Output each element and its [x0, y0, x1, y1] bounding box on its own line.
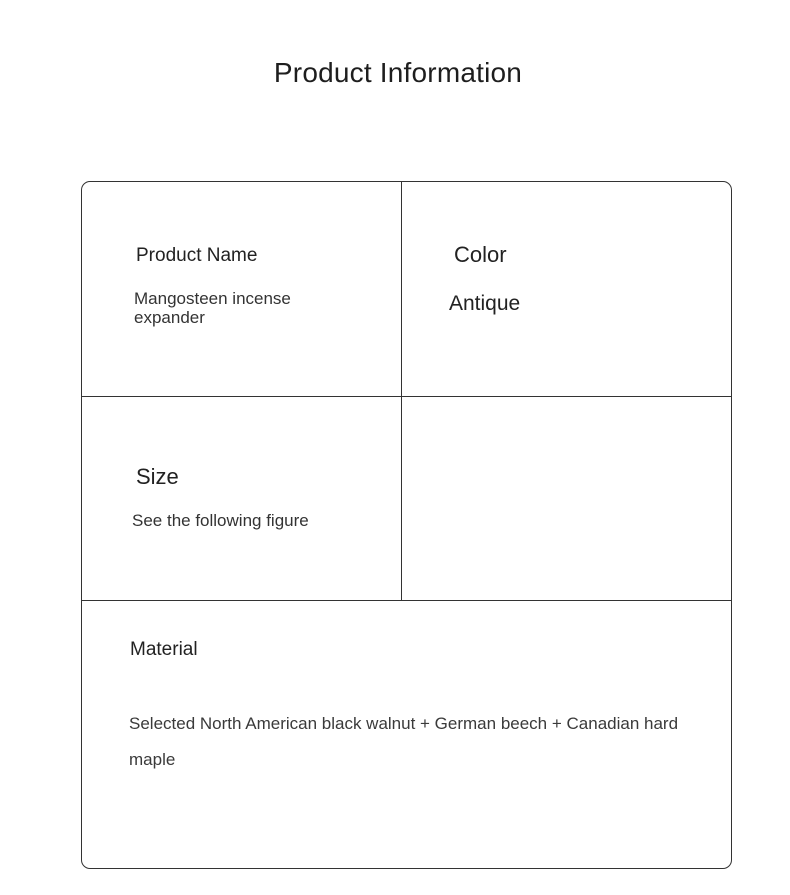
size-label: Size — [136, 464, 179, 489]
row-divider — [82, 600, 731, 601]
color-label: Color — [454, 242, 507, 267]
column-divider — [401, 182, 402, 600]
row-divider — [82, 396, 731, 397]
product-name-value: Mangosteen incense expander — [134, 289, 291, 327]
material-label: Material — [130, 639, 198, 660]
size-value: See the following figure — [132, 511, 309, 530]
material-value: Selected North American black walnut + German beech + Canadian hard maple — [129, 714, 679, 769]
product-info-table — [81, 181, 732, 869]
product-name-label: Product Name — [136, 245, 258, 266]
page-title: Product Information — [273, 57, 523, 88]
color-value: Antique — [449, 292, 521, 315]
